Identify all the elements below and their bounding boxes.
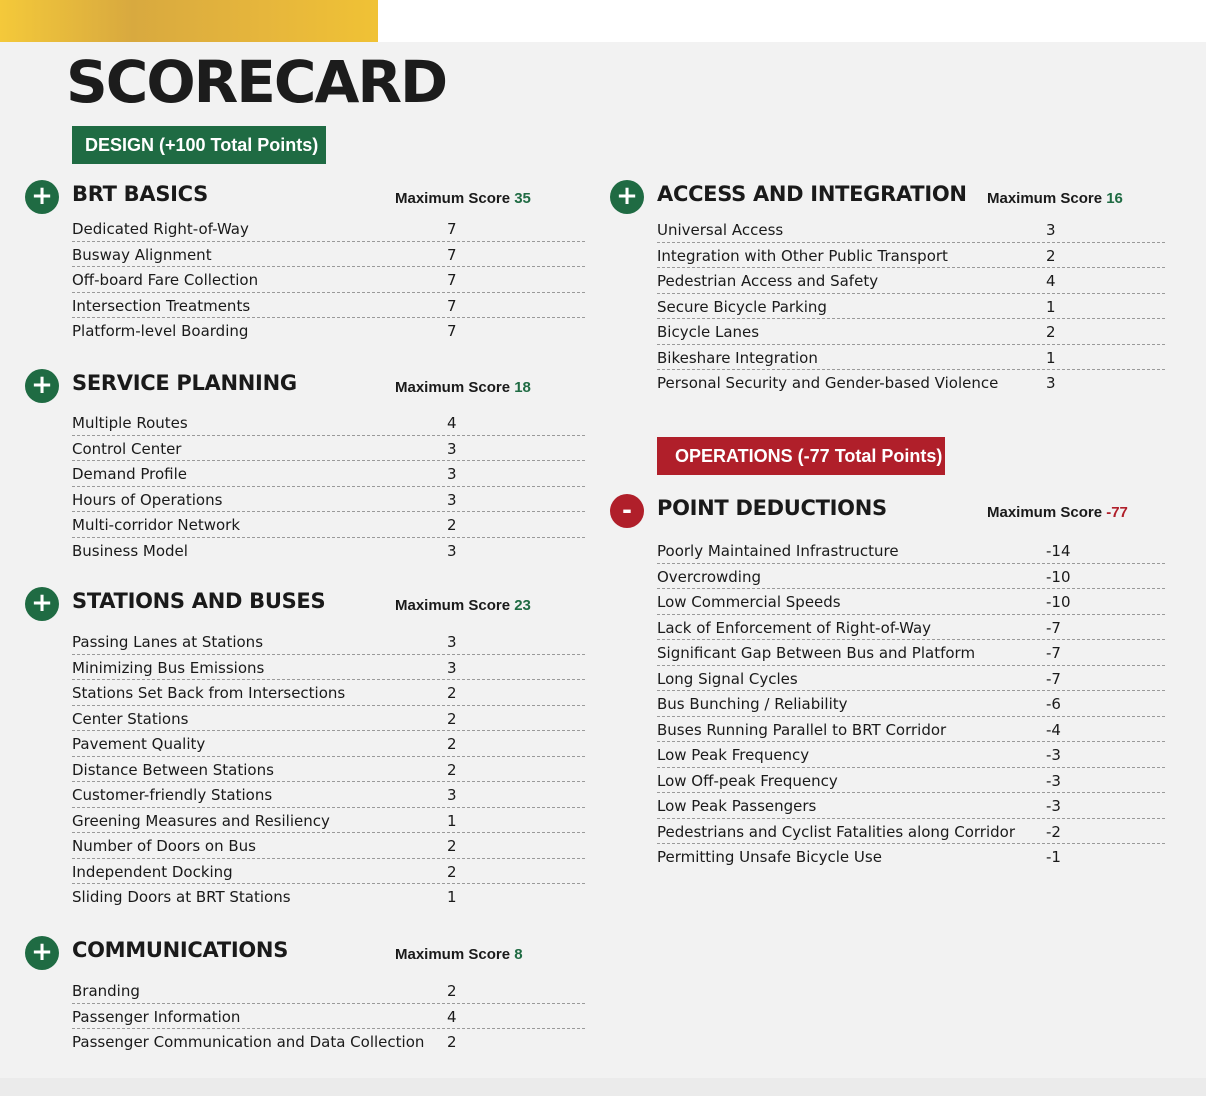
section-header [25,936,585,970]
criterion-score: 2 [447,1033,457,1051]
criterion-label: Poorly Maintained Infrastructure [657,542,899,560]
criterion-score: -2 [1046,822,1061,841]
criterion-label: Off-board Fare Collection [72,271,259,289]
criterion-label: Pedestrian Access and Safety [657,272,879,290]
criterion-label: Passenger Information [72,1007,241,1026]
criterion-label: Low Off-peak Frequency [657,771,838,790]
criterion-label: Number of Doors on Bus [72,837,256,855]
criterion-score: 7 [447,296,457,315]
criterion-label: Permitting Unsafe Bicycle Use [657,848,882,866]
plus-icon: + [25,180,59,214]
minus-icon: - [610,494,644,528]
score-list [657,538,1165,869]
criterion-label: Dedicated Right-of-Way [72,220,249,238]
max-score-label: Maximum Score [395,946,511,963]
criterion-label: Center Stations [72,709,189,728]
gold-header-bar [0,0,378,42]
criterion-score: 2 [447,862,457,881]
criterion-score: 3 [447,786,457,804]
criterion-score: 7 [447,271,457,289]
score-row [72,706,585,732]
section-title: ACCESS AND INTEGRATION [657,182,967,206]
criterion-label: Personal Security and Gender-based Violence [657,374,999,392]
criterion-label: Customer-friendly Stations [72,786,273,804]
score-list [72,410,585,562]
plus-icon: + [25,587,59,621]
score-list [72,978,585,1054]
criterion-label: Bikeshare Integration [657,348,818,367]
criterion-score: -3 [1046,797,1061,815]
score-row [72,1029,585,1054]
criterion-label: Universal Access [657,221,784,239]
criterion-label: Pedestrians and Cyclist Fatalities along Corridor [657,822,1015,841]
score-row [657,268,1165,294]
criterion-score: 2 [447,735,457,753]
criterion-score: -10 [1046,567,1071,586]
criterion-score: -1 [1046,848,1061,866]
criterion-score: 3 [447,465,457,483]
max-score-value: 23 [514,597,531,614]
criterion-score: 4 [1046,272,1056,290]
score-row [657,294,1165,320]
max-score-value: 18 [514,379,531,396]
criterion-label: Bus Bunching / Reliability [657,695,848,713]
score-row [72,318,585,343]
max-score [395,379,531,396]
section-communications [25,936,585,1051]
criterion-score: 2 [447,709,457,728]
criterion-score: 1 [1046,348,1056,367]
section-service-planning [25,369,585,560]
criterion-score: 1 [447,888,457,906]
criterion-score: 7 [447,322,457,340]
criterion-label: Multiple Routes [72,414,188,432]
score-row [72,538,585,563]
plus-icon: + [25,369,59,403]
max-score [987,504,1128,521]
criterion-label: Greening Measures and Resiliency [72,811,330,830]
score-row [657,538,1165,564]
criterion-score: 4 [447,414,457,432]
score-row [657,243,1165,269]
max-score-value: 8 [514,946,523,963]
criterion-label: Distance Between Stations [72,760,274,779]
max-score [395,946,523,963]
criterion-score: -3 [1046,771,1061,790]
criterion-score: 2 [447,684,457,702]
criterion-score: 2 [447,760,457,779]
score-row [72,242,585,268]
criterion-score: 1 [447,811,457,830]
score-row [72,680,585,706]
section-title: BRT BASICS [72,182,208,206]
criterion-label: Low Peak Passengers [657,797,817,815]
score-row [657,615,1165,641]
criterion-label: Buses Running Parallel to BRT Corridor [657,720,947,739]
score-row [72,655,585,681]
criterion-score: -3 [1046,746,1061,764]
score-list [657,217,1165,395]
score-row [657,564,1165,590]
score-row [657,793,1165,819]
plus-icon: + [610,180,644,214]
criterion-label: Independent Docking [72,862,233,881]
criterion-score: 2 [447,982,457,1000]
criterion-label: Significant Gap Between Bus and Platform [657,644,976,662]
criterion-score: 2 [1046,246,1056,265]
score-row [657,717,1165,743]
max-score-value: 35 [514,190,531,207]
score-row [657,640,1165,666]
score-row [657,589,1165,615]
criterion-score: -7 [1046,644,1061,662]
score-row [657,217,1165,243]
score-row [72,731,585,757]
score-row [72,487,585,513]
criterion-label: Long Signal Cycles [657,669,798,688]
criterion-label: Integration with Other Public Transport [657,246,948,265]
criterion-label: Sliding Doors at BRT Stations [72,888,291,906]
design-banner: DESIGN (+100 Total Points) [72,126,326,164]
score-row [72,461,585,487]
section-title: STATIONS AND BUSES [72,589,326,613]
criterion-label: Overcrowding [657,567,761,586]
criterion-label: Demand Profile [72,465,188,483]
criterion-label: Control Center [72,439,182,458]
score-row [657,345,1165,371]
max-score-label: Maximum Score [395,597,511,614]
criterion-label: Hours of Operations [72,490,223,509]
operations-banner: OPERATIONS (-77 Total Points) [657,437,945,475]
max-score [395,597,531,614]
score-row [72,629,585,655]
page-title: SCORECARD [66,48,447,116]
score-row [72,808,585,834]
max-score-label: Maximum Score [395,190,511,207]
section-brt-basics [25,180,585,340]
score-row [657,319,1165,345]
score-row [657,768,1165,794]
criterion-score: 2 [1046,323,1056,341]
section-point-deductions [610,494,1165,866]
score-row [72,978,585,1004]
criterion-label: Low Peak Frequency [657,746,810,764]
criterion-label: Multi-corridor Network [72,516,241,534]
section-access-and-integration [610,180,1165,392]
criterion-label: Passing Lanes at Stations [72,633,264,651]
criterion-label: Busway Alignment [72,245,212,264]
criterion-score: 3 [447,633,457,651]
criterion-label: Branding [72,982,140,1000]
criterion-score: -7 [1046,618,1061,637]
criterion-score: 2 [447,516,457,534]
section-title: COMMUNICATIONS [72,938,289,962]
score-row [72,216,585,242]
section-stations-and-buses [25,587,585,906]
score-row [72,859,585,885]
score-row [72,293,585,319]
criterion-label: Stations Set Back from Intersections [72,684,346,702]
max-score [395,190,531,207]
score-row [72,1004,585,1030]
score-row [657,691,1165,717]
max-score [987,190,1123,207]
criterion-label: Low Commercial Speeds [657,593,841,611]
criterion-score: 7 [447,220,457,238]
score-list [72,629,585,909]
criterion-score: 3 [447,439,457,458]
section-header [610,494,1165,528]
criterion-score: 4 [447,1007,457,1026]
max-score-label: Maximum Score [395,379,511,396]
score-row [72,884,585,909]
score-row [72,833,585,859]
score-list [72,216,585,343]
criterion-score: -6 [1046,695,1061,713]
section-title: SERVICE PLANNING [72,371,297,395]
score-row [657,742,1165,768]
max-score-label: Maximum Score [987,190,1103,207]
score-row [657,666,1165,692]
criterion-label: Platform-level Boarding [72,322,249,340]
criterion-score: -4 [1046,720,1061,739]
criterion-label: Business Model [72,541,188,560]
score-row [72,782,585,808]
max-score-value: -77 [1106,504,1128,521]
criterion-score: -7 [1046,669,1061,688]
criterion-score: 3 [447,490,457,509]
criterion-label: Lack of Enforcement of Right-of-Way [657,618,932,637]
section-header [25,369,585,403]
score-row [72,512,585,538]
criterion-label: Minimizing Bus Emissions [72,658,265,677]
criterion-label: Secure Bicycle Parking [657,297,827,316]
section-header [25,587,585,621]
section-header [25,180,585,214]
criterion-label: Bicycle Lanes [657,323,760,341]
section-title: POINT DEDUCTIONS [657,496,887,520]
score-row [657,819,1165,845]
criterion-score: 2 [447,837,457,855]
criterion-score: -10 [1046,593,1071,611]
criterion-score: 7 [447,245,457,264]
score-row [657,370,1165,395]
plus-icon: + [25,936,59,970]
criterion-score: 1 [1046,297,1056,316]
criterion-label: Intersection Treatments [72,296,251,315]
max-score-label: Maximum Score [987,504,1103,521]
section-header [610,180,1165,214]
score-row [72,757,585,783]
criterion-label: Passenger Communication and Data Collection [72,1033,425,1051]
criterion-score: 3 [1046,221,1056,239]
bottom-strip [0,1078,1206,1096]
score-row [72,410,585,436]
max-score-value: 16 [1106,190,1123,207]
score-row [657,844,1165,869]
criterion-score: -14 [1046,542,1071,560]
criterion-score: 3 [447,658,457,677]
criterion-score: 3 [1046,374,1056,392]
criterion-label: Pavement Quality [72,735,206,753]
score-row [72,267,585,293]
criterion-score: 3 [447,541,457,560]
score-row [72,436,585,462]
